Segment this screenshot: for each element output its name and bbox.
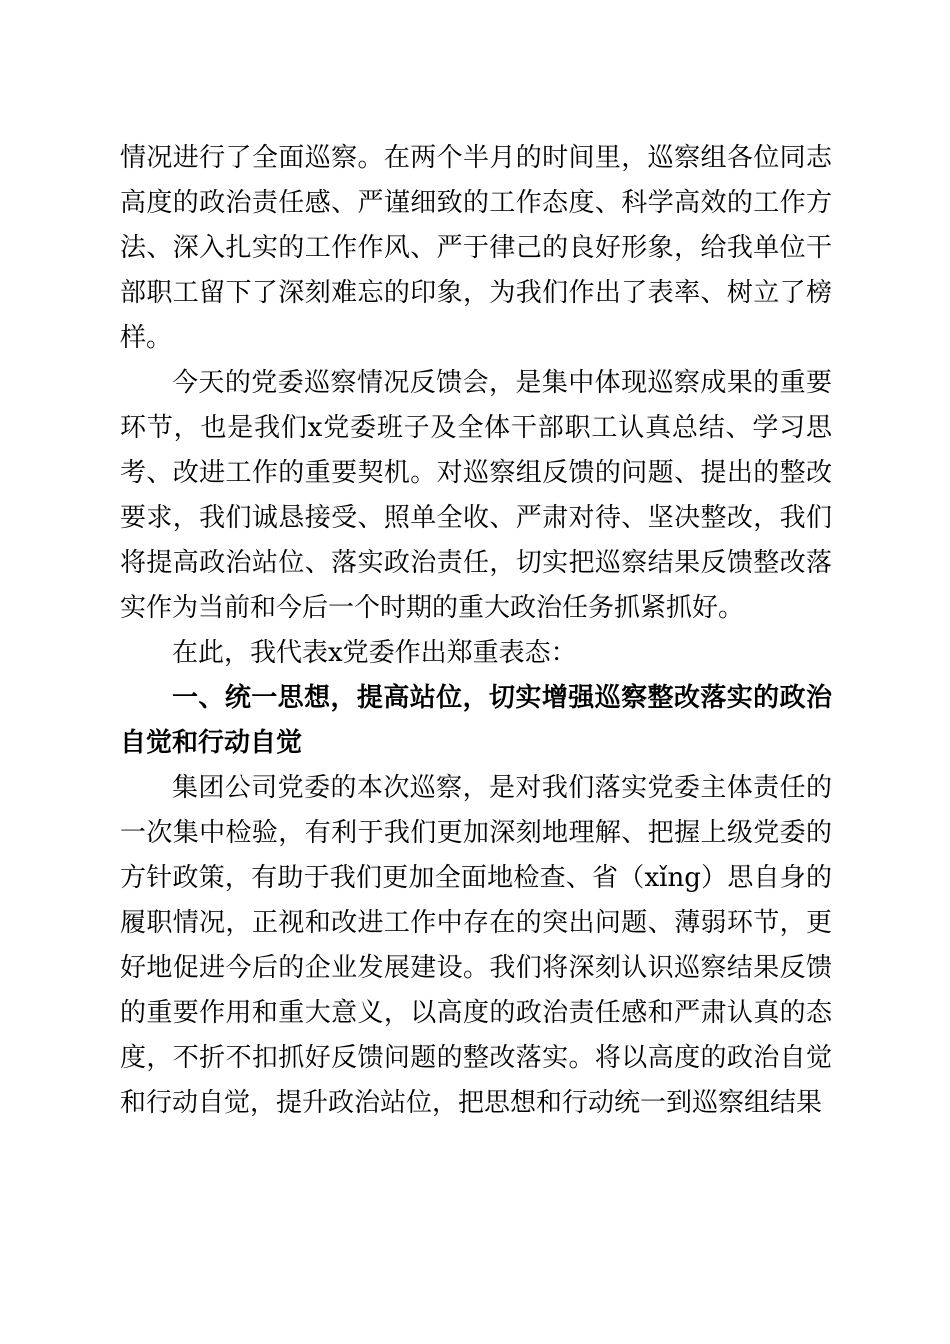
paragraph: 今天的党委巡察情况反馈会，是集中体现巡察成果的重要环节，也是我们x党委班子及全体干部职工认真总结、学习思考、改进工作的重要契机。对巡察组反馈的问题、提出的整改要求，我们诚恳接受、照单全收、严肃对待、坚决整改，我们将提高政治站位、落实政治责任，切实把巡察结果反馈整改落实作为当前和今后一个时期的重大政治任务抓紧抓好。 [120, 368, 832, 623]
section-heading: 一、统一思想，提高站位，切实增强巡察整改落实的政治自觉和行动自觉 [120, 683, 832, 758]
paragraph: 集团公司党委的本次巡察，是对我们落实党委主体责任的一次集中检验，有利于我们更加深刻地理解、把握上级党委的方针政策，有助于我们更加全面地检查、省（xǐng）思自身的履职情况，正视和改进工作中存在的突出问题、薄弱环节，更好地促进今后的企业发展建设。我们将深刻认识巡察结果反馈的重要作用和重大意义，以高度的政治责任感和严肃认真的态度，不折不扣抓好反馈问题的整改落实。将以高度的政治自觉和行动自觉，提升政治站位，把思想和行动统一到巡察组结果 [120, 773, 832, 1118]
paragraph-continuation: 情况进行了全面巡察。在两个半月的时间里，巡察组各位同志高度的政治责任感、严谨细致的工作态度、科学高效的工作方法、深入扎实的工作作风、严于律己的良好形象，给我单位干部职工留下了深刻难忘的印象，为我们作出了表率、树立了榜样。 [120, 143, 832, 353]
paragraph: 在此，我代表x党委作出郑重表态： [172, 638, 577, 668]
document-text-area [120, 136, 832, 1126]
